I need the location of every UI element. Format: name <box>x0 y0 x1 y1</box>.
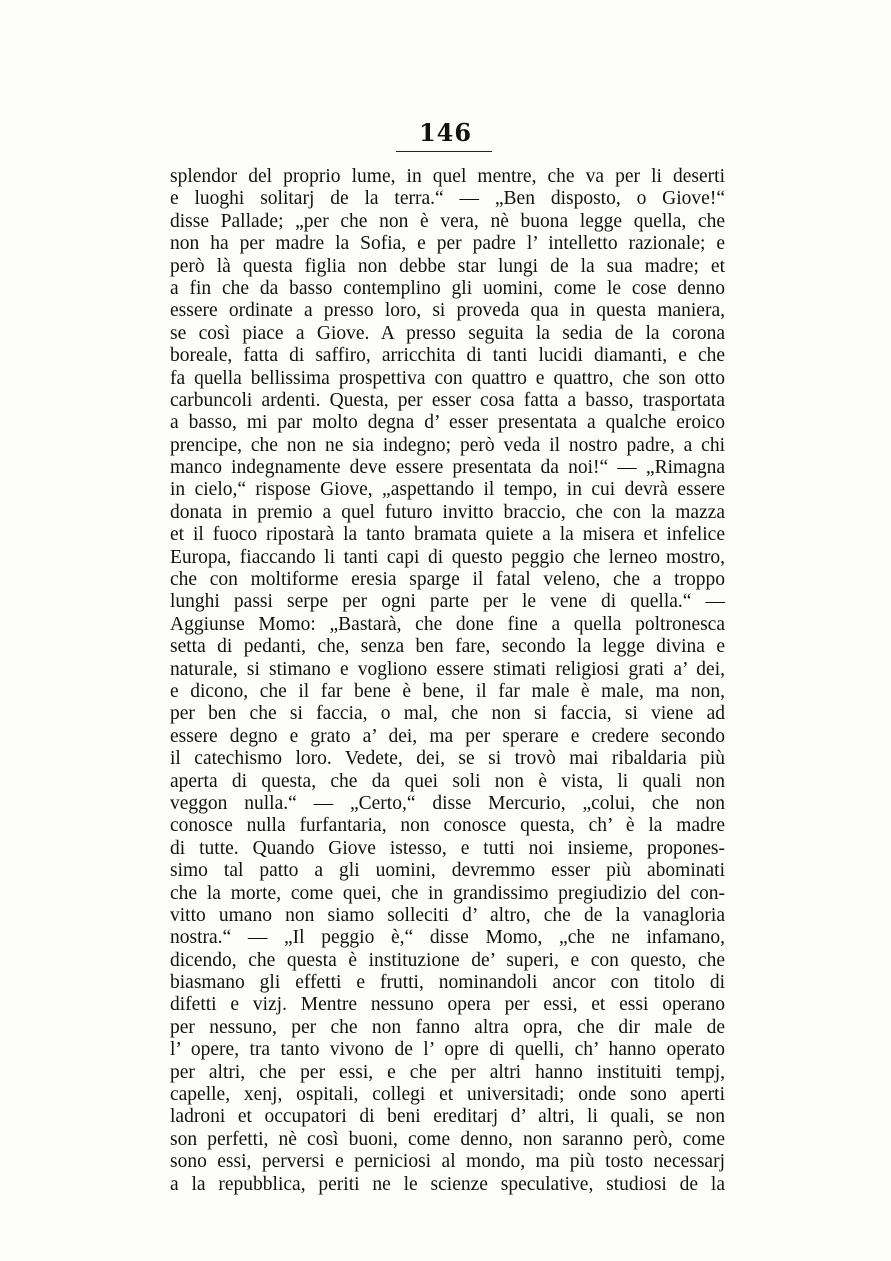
text-line: essere degno e grato a’ dei, ma per sperare e credere secondo <box>170 725 725 747</box>
text-line: sono essi, perversi e perniciosi al mondo, ma più tosto necessarj <box>170 1151 725 1173</box>
text-line: difetti e vizj. Mentre nessuno opera per essi, et essi operano <box>170 994 725 1016</box>
page-number-rule <box>396 151 492 152</box>
text-line: setta di pedanti, che, senza ben fare, secondo la legge divina e <box>170 636 725 658</box>
text-line: aperta di questa, che da quei soli non è vista, li quali non <box>170 770 725 792</box>
text-line: di tutte. Quando Giove istesso, e tutti noi insieme, propones- <box>170 837 725 859</box>
text-line: Aggiunse Momo: „Bastarà, che done fine a quella poltronesca <box>170 613 725 635</box>
text-line: non ha per madre la Sofia, e per padre l’ intelletto razionale; e <box>170 233 725 255</box>
text-line: a la repubblica, periti ne le scienze speculative, studiosi de la <box>170 1173 725 1195</box>
text-line: per altri, che per essi, e che per altri hanno instituiti tempj, <box>170 1061 725 1083</box>
text-line: a fin che da basso contemplino gli uomini, come le cose denno <box>170 277 725 299</box>
text-line: a basso, mi par molto degna d’ esser presentata a qualche eroico <box>170 412 725 434</box>
page-number: 146 <box>418 118 473 147</box>
text-line: manco indegnamente deve essere presentata da noi!“ — „Rimagna <box>170 457 725 479</box>
text-line: per ben che si faccia, o mal, che non si faccia, si viene ad <box>170 703 725 725</box>
text-line: Europa, fiaccando li tanti capi di questo peggio che lerneo mostro, <box>170 546 725 568</box>
text-line: che con moltiforme eresia sparge il fatal veleno, che a troppo <box>170 569 725 591</box>
text-line: biasmano gli effetti e frutti, nominandoli ancor con titolo di <box>170 972 725 994</box>
text-line: capelle, xenj, ospitali, collegi et universitadi; onde sono aperti <box>170 1084 725 1106</box>
text-line: prencipe, che non ne sia indegno; però veda il nostro padre, a chi <box>170 434 725 456</box>
text-line: per nessuno, per che non fanno altra opra, che dir male de <box>170 1016 725 1038</box>
text-line: ladroni et occupatori di beni ereditarj d’ altri, li quali, se non <box>170 1106 725 1128</box>
text-line: splendor del proprio lume, in quel mentre, che va per li deserti <box>170 166 725 187</box>
text-line: carbuncoli ardenti. Questa, per esser cosa fatta a basso, trasportata <box>170 389 725 411</box>
text-line: però là questa figlia non debbe star lungi de la sua madre; et <box>170 255 725 277</box>
text-line: disse Pallade; „per che non è vera, nè buona legge quella, che <box>170 210 725 232</box>
text-line: veggon nulla.“ — „Certo,“ disse Mercurio, „colui, che non <box>170 792 725 814</box>
text-line: se così piace a Giove. A presso seguita la sedia de la corona <box>170 322 725 344</box>
text-line: dicendo, che questa è instituzione de’ superi, e con questo, che <box>170 949 725 971</box>
text-line: che la morte, come quei, che in grandissimo pregiudizio del con- <box>170 882 725 904</box>
text-line: son perfetti, nè così buoni, come denno, non saranno però, come <box>170 1128 725 1150</box>
text-line: l’ opere, tra tanto vivono de l’ opre di quelli, ch’ hanno operato <box>170 1039 725 1061</box>
body-text <box>170 166 725 1196</box>
text-line: in cielo,“ rispose Giove, „aspettando il tempo, in cui devrà essere <box>170 479 725 501</box>
text-line: e luoghi solitarj de la terra.“ — „Ben disposto, o Giove!“ <box>170 188 725 210</box>
text-line: naturale, si stimano e vogliono essere stimati religiosi grati a’ dei, <box>170 658 725 680</box>
text-line: boreale, fatta di saffiro, arricchita di tanti lucidi diamanti, e che <box>170 345 725 367</box>
text-line: fa quella bellissima prospettiva con quattro e quattro, che son otto <box>170 367 725 389</box>
text-line: et il fuoco ripostarà la tanto bramata quiete a la misera et infelice <box>170 524 725 546</box>
text-line: donata in premio a quel futuro invitto braccio, che con la mazza <box>170 501 725 523</box>
text-line: lunghi passi serpe per ogni parte per le vene di quella.“ — <box>170 591 725 613</box>
text-line: essere ordinate a presso loro, si proveda qua in questa maniera, <box>170 300 725 322</box>
text-line: e dicono, che il far bene è bene, il far male è male, ma non, <box>170 680 725 702</box>
text-line: il catechismo loro. Vedete, dei, se si trovò mai ribaldaria più <box>170 748 725 770</box>
text-line: nostra.“ — „Il peggio è,“ disse Momo, „che ne infamano, <box>170 927 725 949</box>
text-line: simo tal patto a gli uomini, devremmo esser più abominati <box>170 860 725 882</box>
text-line: vitto umano non siamo solleciti d’ altro, che de la vanagloria <box>170 904 725 926</box>
text-line: conosce nulla furfantaria, non conosce questa, ch’ è la madre <box>170 815 725 837</box>
